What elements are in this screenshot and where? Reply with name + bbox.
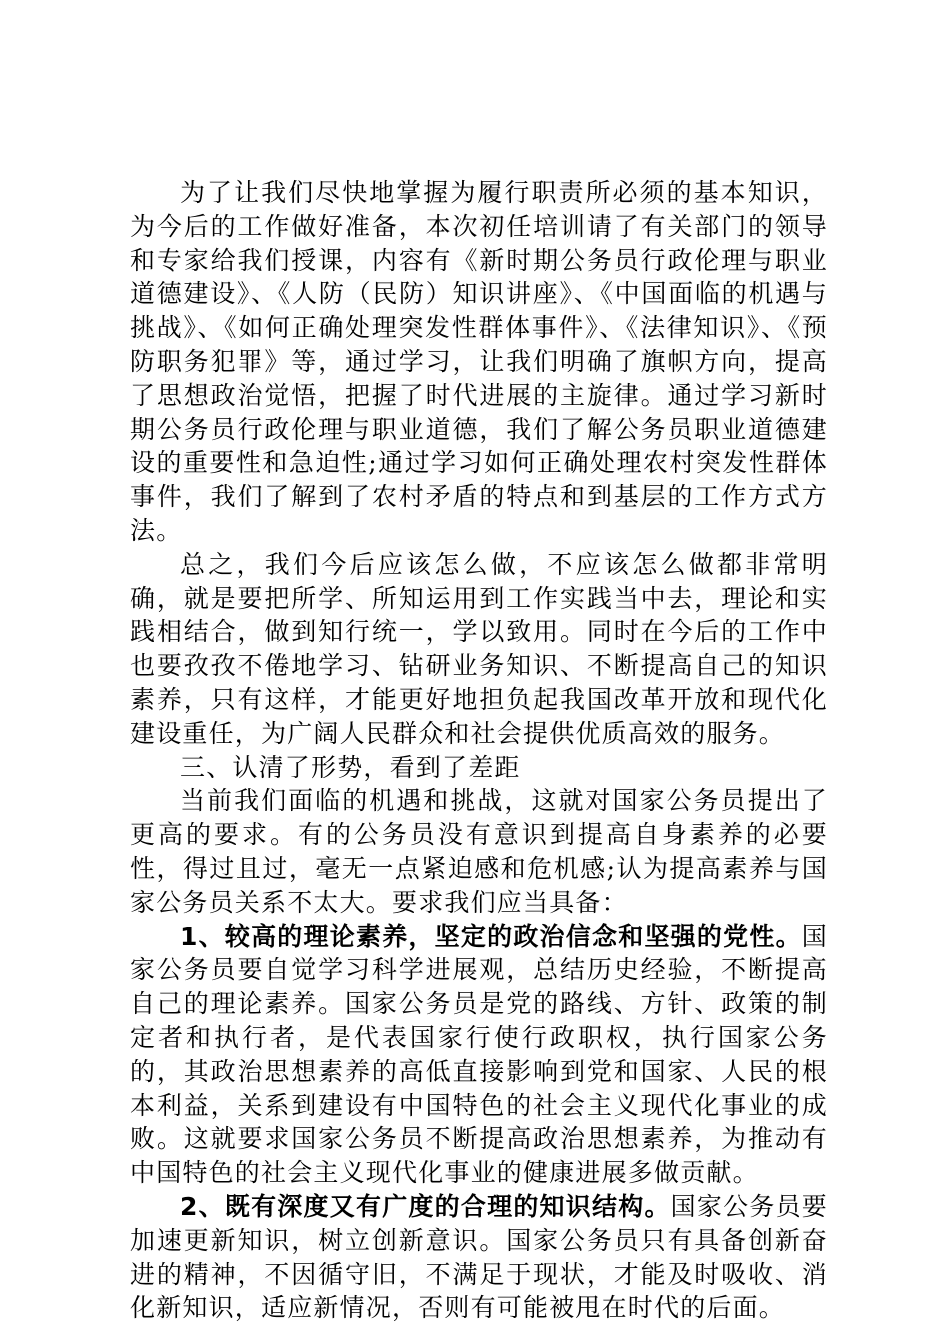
list-item-2 <box>130 1190 828 1325</box>
list-item-1-lead: 1、较高的理论素养，坚定的政治信念和坚强的党性。 <box>180 921 802 951</box>
list-item-2-lead: 2、既有深度又有广度的合理的知识结构。 <box>180 1191 671 1221</box>
paragraph-summary: 总之，我们今后应该怎么做，不应该怎么做都非常明确，就是要把所学、所知运用到工作实践当中去，理论和实践相结合，做到知行统一，学以致用。同时在今后的工作中也要孜孜不倦地学习、钻研业务知识、不断提高自己的知识素养，只有这样，才能更好地担负起我国改革开放和现代化建设重任，为广阔人民群众和社会提供优质高效的服务。 <box>130 549 828 748</box>
list-item-1 <box>130 920 828 1190</box>
list-item-2-body: 国家公务员要加速更新知识，树立创新意识。国家公务员只有具备创新奋进的精神，不因循守旧，不满足于现状，才能及时吸收、消化新知识，适应新情况，否则有可能被甩在时代的后面。 <box>130 1191 828 1323</box>
paragraph-situation: 当前我们面临的机遇和挑战，这就对国家公务员提出了更高的要求。有的公务员没有意识到提高自身素养的必要性，得过且过，毫无一点紧迫感和危机感;认为提高素养与国家公务员关系不太大。要求我们应当具备： <box>130 786 828 917</box>
section-heading-3: 三、认清了形势，看到了差距 <box>180 752 521 782</box>
list-item-1-body: 国家公务员要自觉学习科学进展观，总结历史经验，不断提高自己的理论素养。国家公务员是党的路线、方针、政策的制定者和执行者，是代表国家行使行政职权，执行国家公务的，其政治思想素养的高低直接影响到党和国家、人民的根本利益，关系到建设有中国特色的社会主义现代化事业的成败。这就要求国家公务员不断提高政治思想素养，为推动有中国特色的社会主义现代化事业的健康进展多做贡献。 <box>130 921 828 1188</box>
document-body <box>130 176 828 1325</box>
paragraph-training-content: 为了让我们尽快地掌握为履行职责所必须的基本知识，为今后的工作做好准备，本次初任培训请了有关部门的领导和专家给我们授课，内容有《新时期公务员行政伦理与职业道德建设》、《人防（民防）知识讲座》、《中国面临的机遇与挑战》、《如何正确处理突发性群体事件》、《法律知识》、《预防职务犯罪》等，通过学习，让我们明确了旗帜方向，提高了思想政治觉悟，把握了时代进展的主旋律。通过学习新时期公务员行政伦理与职业道德，我们了解公务员职业道德建设的重要性和急迫性;通过学习如何正确处理农村突发性群体事件，我们了解到了农村矛盾的特点和到基层的工作方式方法。 <box>130 178 828 545</box>
